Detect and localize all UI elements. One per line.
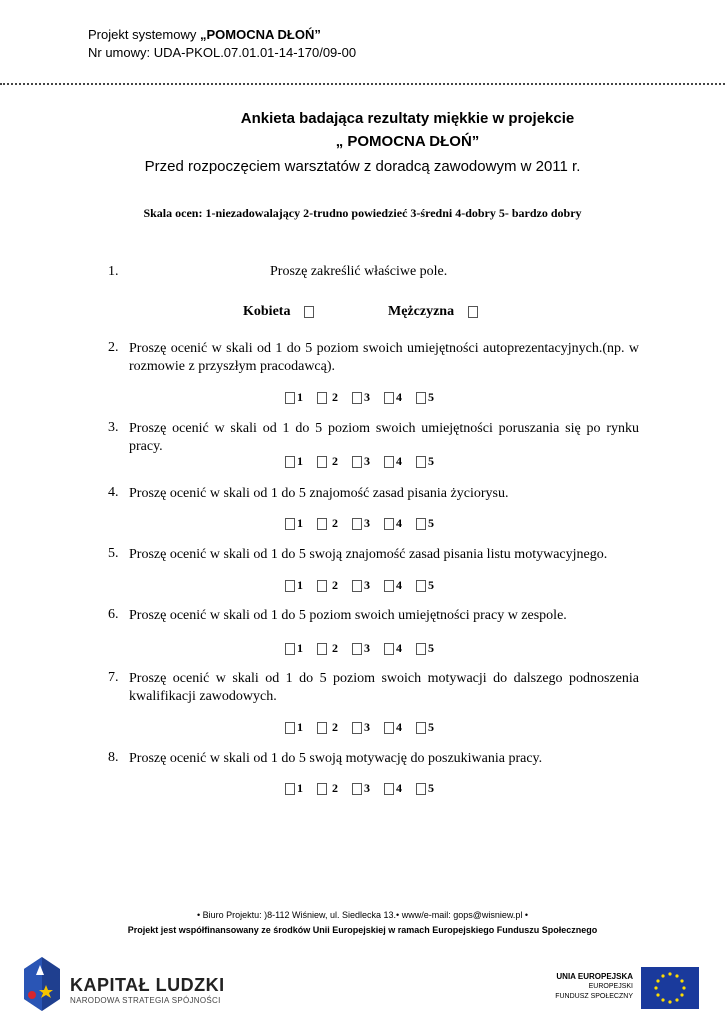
- rating-checkbox[interactable]: [317, 643, 327, 655]
- rating-label: 3: [364, 578, 370, 592]
- eu-flag-icon: [641, 967, 699, 1009]
- rating-option[interactable]: [315, 454, 338, 469]
- rating-options: [283, 390, 446, 405]
- rating-option[interactable]: [382, 578, 402, 593]
- rating-checkbox[interactable]: [416, 643, 426, 655]
- question-text: Proszę ocenić w skali od 1 do 5 poziom swoich umiejętności autoprezentacyjnych.(np. w rozmowie z przyszłym pracodawcą).: [129, 341, 639, 374]
- question-number: 4.: [108, 485, 119, 500]
- rating-option[interactable]: [283, 516, 303, 531]
- rating-option[interactable]: [283, 641, 303, 656]
- rating-label: 1: [297, 720, 303, 734]
- question-text: Proszę zakreślić właściwe pole.: [270, 264, 448, 279]
- rating-option[interactable]: [414, 390, 434, 405]
- footer-address: • Biuro Projektu: )8-112 Wiśniew, ul. Siedlecka 13.• www/e-mail: gops@wisniew.pl •: [196, 910, 529, 920]
- rating-option[interactable]: [350, 720, 370, 735]
- rating-label: 2: [332, 720, 338, 734]
- rating-label: 3: [364, 641, 370, 655]
- rating-checkbox[interactable]: [317, 783, 327, 795]
- rating-option[interactable]: [350, 578, 370, 593]
- rating-option[interactable]: [414, 516, 434, 531]
- survey-title: Ankieta badająca rezultaty miękkie w projekcie: [240, 110, 575, 127]
- rating-label: 1: [297, 641, 303, 655]
- rating-label: 3: [364, 454, 370, 468]
- rating-option[interactable]: [315, 720, 338, 735]
- rating-option[interactable]: [350, 641, 370, 656]
- rating-label: 2: [332, 516, 338, 530]
- option-female[interactable]: [243, 304, 316, 320]
- rating-option[interactable]: [350, 516, 370, 531]
- checkbox-female[interactable]: [304, 306, 314, 318]
- rating-label: 5: [428, 578, 434, 592]
- rating-option[interactable]: [382, 720, 402, 735]
- question-text: Proszę ocenić w skali od 1 do 5 poziom swoich motywacji do dalszego podnoszenia kwalifikacji zawodowych.: [129, 671, 639, 704]
- rating-options: [283, 720, 446, 735]
- header-divider: [0, 83, 725, 85]
- eu-fund-label-2: FUNDUSZ SPOŁECZNY: [555, 993, 633, 1000]
- rating-checkbox[interactable]: [416, 392, 426, 404]
- rating-label: 3: [364, 516, 370, 530]
- rating-checkbox[interactable]: [285, 643, 295, 655]
- rating-option[interactable]: [283, 578, 303, 593]
- footer-funding: Projekt jest współfinansowany ze środków Unii Europejskiej w ramach Europejskiego Funduszu Społecznego: [127, 925, 598, 935]
- rating-checkbox[interactable]: [416, 580, 426, 592]
- rating-options: [283, 641, 446, 656]
- question-number: 7.: [108, 670, 119, 685]
- rating-options: [283, 454, 446, 469]
- rating-checkbox[interactable]: [384, 392, 394, 404]
- rating-label: 5: [428, 781, 434, 795]
- rating-label: 4: [396, 578, 402, 592]
- question-number: 8.: [108, 750, 119, 765]
- rating-options: [283, 516, 446, 531]
- rating-checkbox[interactable]: [352, 722, 362, 734]
- rating-option[interactable]: [414, 720, 434, 735]
- rating-checkbox[interactable]: [416, 783, 426, 795]
- rating-checkbox[interactable]: [317, 580, 327, 592]
- rating-checkbox[interactable]: [317, 518, 327, 530]
- rating-option[interactable]: [414, 781, 434, 796]
- survey-project-name: „ POMOCNA DŁOŃ”: [335, 133, 480, 150]
- project-prefix: Projekt systemowy: [88, 27, 200, 42]
- rating-checkbox[interactable]: [285, 722, 295, 734]
- rating-label: 4: [396, 390, 402, 404]
- rating-checkbox[interactable]: [384, 518, 394, 530]
- rating-label: 1: [297, 516, 303, 530]
- rating-label: 5: [428, 641, 434, 655]
- project-header: [88, 27, 321, 42]
- rating-checkbox[interactable]: [416, 456, 426, 468]
- rating-checkbox[interactable]: [285, 392, 295, 404]
- option-female-label: Kobieta: [243, 304, 291, 319]
- rating-checkbox[interactable]: [285, 783, 295, 795]
- rating-option[interactable]: [350, 781, 370, 796]
- rating-label: 4: [396, 454, 402, 468]
- rating-checkbox[interactable]: [352, 518, 362, 530]
- rating-label: 3: [364, 781, 370, 795]
- rating-options: [283, 578, 446, 593]
- rating-label: 5: [428, 720, 434, 734]
- rating-label: 4: [396, 781, 402, 795]
- kapital-ludzki-logo-icon: [20, 955, 64, 1013]
- rating-checkbox[interactable]: [317, 456, 327, 468]
- rating-label: 1: [297, 390, 303, 404]
- rating-label: 4: [396, 641, 402, 655]
- rating-label: 4: [396, 720, 402, 734]
- rating-label: 2: [332, 578, 338, 592]
- rating-option[interactable]: [315, 390, 338, 405]
- rating-option[interactable]: [350, 390, 370, 405]
- rating-label: 4: [396, 516, 402, 530]
- rating-checkbox[interactable]: [384, 643, 394, 655]
- rating-option[interactable]: [382, 781, 402, 796]
- question-text: Proszę ocenić w skali od 1 do 5 znajomość zasad pisania życiorysu.: [129, 486, 509, 501]
- rating-option[interactable]: [350, 454, 370, 469]
- rating-checkbox[interactable]: [352, 580, 362, 592]
- rating-option[interactable]: [283, 454, 303, 469]
- question-text: Proszę ocenić w skali od 1 do 5 swoją motywację do poszukiwania pracy.: [129, 751, 543, 766]
- rating-label: 2: [332, 781, 338, 795]
- rating-option[interactable]: [382, 641, 402, 656]
- question-number: 6.: [108, 607, 119, 622]
- project-name: „POMOCNA DŁOŃ”: [199, 27, 321, 42]
- rating-label: 2: [332, 454, 338, 468]
- rating-checkbox[interactable]: [384, 580, 394, 592]
- rating-checkbox[interactable]: [352, 643, 362, 655]
- rating-label: 5: [428, 390, 434, 404]
- kapital-ludzki-title: KAPITAŁ LUDZKI: [70, 975, 225, 995]
- rating-label: 1: [297, 578, 303, 592]
- question-text: Proszę ocenić w skali od 1 do 5 poziom swoich umiejętności poruszania się po rynku pracy.: [129, 421, 639, 454]
- rating-checkbox[interactable]: [416, 518, 426, 530]
- rating-checkbox[interactable]: [384, 456, 394, 468]
- rating-option[interactable]: [382, 516, 402, 531]
- rating-option[interactable]: [315, 578, 338, 593]
- rating-option[interactable]: [382, 454, 402, 469]
- rating-checkbox[interactable]: [352, 783, 362, 795]
- rating-option[interactable]: [315, 641, 338, 656]
- question-number: 2.: [108, 340, 119, 355]
- question-number: 3.: [108, 420, 119, 435]
- rating-checkbox[interactable]: [416, 722, 426, 734]
- rating-options: [283, 781, 446, 796]
- rating-label: 3: [364, 390, 370, 404]
- rating-checkbox[interactable]: [352, 392, 362, 404]
- eu-union-label: UNIA EUROPEJSKA: [556, 972, 633, 981]
- rating-checkbox[interactable]: [384, 722, 394, 734]
- rating-option[interactable]: [283, 720, 303, 735]
- rating-checkbox[interactable]: [384, 783, 394, 795]
- option-male-label: Mężczyzna: [388, 304, 455, 319]
- rating-label: 2: [332, 641, 338, 655]
- rating-option[interactable]: [283, 390, 303, 405]
- rating-option[interactable]: [382, 390, 402, 405]
- contract-number: Nr umowy: UDA-PKOL.07.01.01-14-170/09-00: [88, 45, 357, 60]
- rating-scale: Skala ocen: 1-niezadowalający 2-trudno powiedzieć 3-średni 4-dobry 5- bardzo dobry: [143, 206, 582, 220]
- rating-option[interactable]: [315, 781, 338, 796]
- survey-subtitle: Przed rozpoczęciem warsztatów z doradcą zawodowym w 2011 r.: [144, 158, 581, 175]
- rating-checkbox[interactable]: [352, 456, 362, 468]
- rating-option[interactable]: [283, 781, 303, 796]
- rating-label: 1: [297, 454, 303, 468]
- rating-option[interactable]: [414, 578, 434, 593]
- question-text: Proszę ocenić w skali od 1 do 5 poziom swoich umiejętności pracy w zespole.: [129, 608, 567, 623]
- rating-option[interactable]: [414, 454, 434, 469]
- rating-checkbox[interactable]: [285, 518, 295, 530]
- rating-label: 5: [428, 454, 434, 468]
- rating-label: 5: [428, 516, 434, 530]
- rating-checkbox[interactable]: [317, 392, 327, 404]
- question-text: Proszę ocenić w skali od 1 do 5 swoją znajomość zasad pisania listu motywacyjnego.: [129, 547, 608, 562]
- rating-option[interactable]: [315, 516, 338, 531]
- rating-option[interactable]: [414, 641, 434, 656]
- rating-label: 1: [297, 781, 303, 795]
- question-number: 5.: [108, 546, 119, 561]
- rating-checkbox[interactable]: [317, 722, 327, 734]
- rating-checkbox[interactable]: [285, 456, 295, 468]
- checkbox-male[interactable]: [468, 306, 478, 318]
- rating-checkbox[interactable]: [285, 580, 295, 592]
- kapital-ludzki-subtitle: NARODOWA STRATEGIA SPÓJNOŚCI: [70, 996, 221, 1005]
- rating-label: 2: [332, 390, 338, 404]
- option-male[interactable]: [388, 304, 480, 320]
- rating-label: 3: [364, 720, 370, 734]
- question-number: 1.: [108, 264, 119, 279]
- eu-fund-label-1: EUROPEJSKI: [588, 983, 633, 990]
